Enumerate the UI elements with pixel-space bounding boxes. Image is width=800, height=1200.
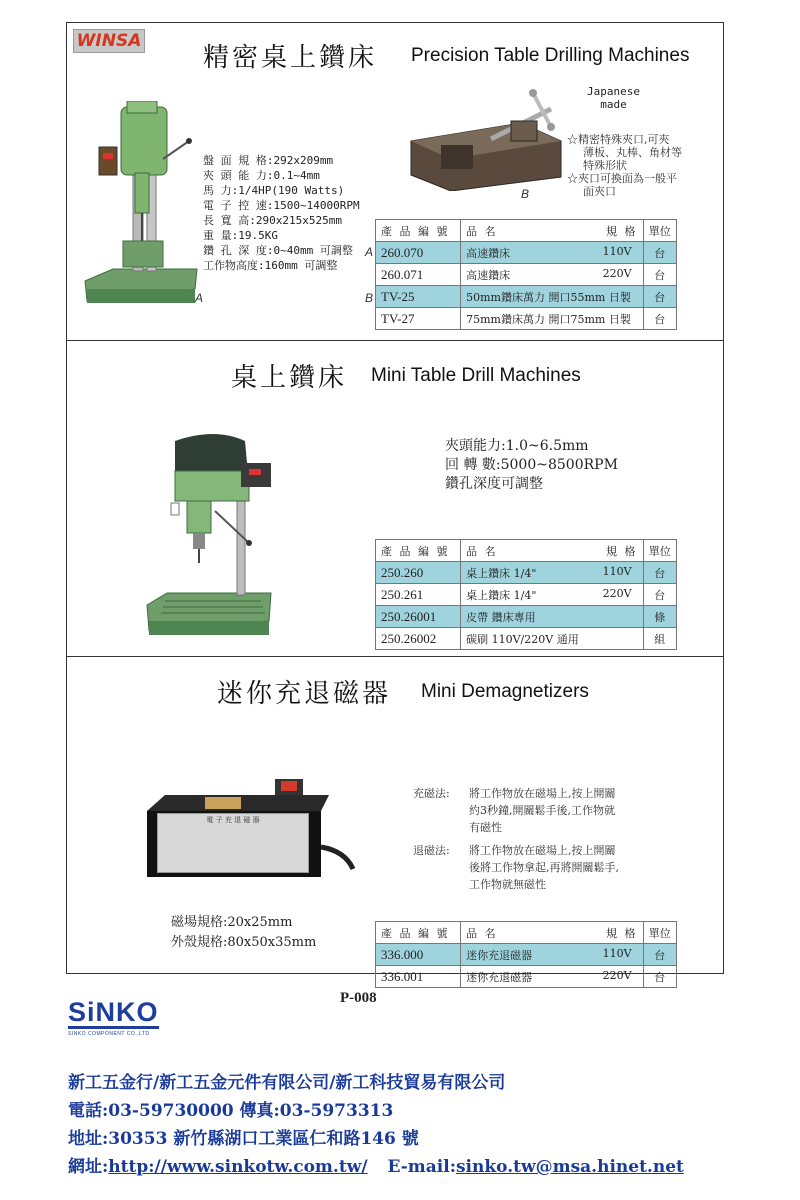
table-row: [376, 286, 677, 308]
japanese-made-note: [587, 85, 640, 111]
cell-code: 250.260: [376, 562, 461, 584]
cell-code: TV-27: [376, 308, 461, 330]
spec-line: 工作物高度:160mm 可調整: [203, 259, 338, 272]
note-line: 薄板、丸棒、角材等: [583, 146, 682, 159]
section3-product-table: [375, 921, 677, 988]
note-line: 特殊形狀: [583, 159, 627, 172]
col-unit: 單位: [643, 922, 676, 944]
section2-title-zh: 桌上鑽床: [231, 363, 348, 393]
demagnetizer-image: [145, 797, 329, 883]
footer-phone: 電話:03-59730000 傳真:03-5973313: [68, 1101, 394, 1121]
method-line: 有磁性: [469, 821, 502, 834]
spec-line: 夾頭能力:1.0~6.5mm: [445, 438, 589, 454]
table-row: [376, 966, 677, 988]
col-code: 產 品 編 號: [376, 922, 461, 944]
japanese-made-line: Japanese: [587, 85, 640, 98]
demagnetize-label: 退磁法:: [413, 844, 450, 857]
method-line: 將工作物放在磁場上,按上開關: [469, 844, 616, 857]
cell-unit: 台: [643, 966, 676, 988]
footer-web: [68, 1152, 684, 1177]
section-mini-drill: [67, 341, 723, 657]
cell-unit: 條: [643, 606, 676, 628]
magnetize-label: 充磁法:: [413, 787, 450, 800]
spec-line: 鑽孔深度可調整: [445, 476, 543, 492]
cell-name: 迷你充退磁器: [466, 970, 533, 984]
section3-title-en: Mini Demagnetizers: [421, 681, 589, 702]
cell-unit: 台: [643, 944, 676, 966]
table-row: [376, 562, 677, 584]
cell-code: 250.261: [376, 584, 461, 606]
col-spec: 規 格: [542, 220, 643, 242]
section1-title-en: Precision Table Drilling Machines: [411, 45, 690, 66]
page-number: P-008: [340, 990, 377, 1006]
cell-name: 高速鑽床: [466, 268, 511, 282]
catalog-page: [66, 22, 724, 984]
section1-product-table: [375, 219, 677, 330]
mini-drill-image: [145, 431, 281, 645]
section1-specs: [203, 153, 360, 273]
note-line: 面夾口: [583, 185, 616, 198]
magnetize-method: [413, 785, 619, 893]
cell-spec: 110V: [602, 564, 632, 578]
cell-code: 250.26001: [376, 606, 461, 628]
col-name: 品 名: [461, 540, 542, 562]
cell-unit: 台: [643, 242, 676, 264]
table-row: [376, 308, 677, 330]
section3-specs: [171, 913, 316, 953]
drill-vise-image: [401, 83, 571, 191]
cell-spec: 110V: [602, 244, 632, 258]
sinko-subtitle: SINKO COMPONENT CO.,LTD: [68, 1031, 150, 1037]
cell-name: 桌上鑽床 1/4": [466, 588, 537, 602]
table-header-row: [376, 922, 677, 944]
device-label: 電 子 充 退 磁 器: [206, 816, 260, 824]
section2-product-table: [375, 539, 677, 650]
cell-code: 250.26002: [376, 628, 461, 650]
cell-unit: 台: [643, 286, 676, 308]
cell-name: 碳刷 110V/220V 通用: [461, 628, 643, 650]
cell-spec: 220V: [602, 586, 632, 600]
table-row: [376, 242, 677, 264]
section2-specs: [445, 437, 618, 494]
cell-code: 260.070: [376, 242, 461, 264]
cell-name: 迷你充退磁器: [466, 948, 533, 962]
table-row: [376, 628, 677, 650]
cell-name: 75mm鑽床萬力 開口75mm 日製: [461, 308, 643, 330]
cell-code: 260.071: [376, 264, 461, 286]
col-unit: 單位: [643, 220, 676, 242]
spec-line: 鑽 孔 深 度:0~40mm 可調整: [203, 244, 353, 257]
table-row: [376, 944, 677, 966]
japanese-made-line: made: [600, 98, 627, 111]
section-demagnetizer: [67, 657, 723, 984]
cell-unit: 台: [643, 562, 676, 584]
footer-address: 地址:30353 新竹縣湖口工業區仁和路146 號: [68, 1129, 419, 1149]
col-spec: 規 格: [542, 540, 643, 562]
spec-line: 外殼規格:80x50x35mm: [171, 935, 317, 950]
spec-line: 長 寬 高:290x215x525mm: [203, 214, 342, 227]
section1-title-zh: 精密桌上鑽床: [203, 43, 378, 73]
spec-line: 回 轉 數:5000~8500RPM: [445, 457, 618, 473]
table-header-row: [376, 220, 677, 242]
cell-code: 336.000: [376, 944, 461, 966]
cell-name: 高速鑽床: [466, 246, 511, 260]
note-line: ☆精密特殊夾口,可夾: [567, 133, 670, 146]
col-unit: 單位: [643, 540, 676, 562]
spec-line: 電 子 控 速:1500~14000RPM: [203, 199, 360, 212]
cell-unit: 組: [643, 628, 676, 650]
spec-line: 磁場規格:20x25mm: [171, 915, 293, 930]
image-label-b: B: [521, 187, 530, 201]
cell-unit: 台: [643, 584, 676, 606]
cell-spec: 110V: [602, 946, 632, 960]
cell-name: 桌上鑽床 1/4": [466, 566, 537, 580]
device-label-plate: [157, 813, 309, 873]
section3-title-zh: 迷你充退磁器: [217, 679, 392, 709]
table-row: [376, 264, 677, 286]
spec-line: 夾 頭 能 力:0.1~4mm: [203, 169, 320, 182]
method-line: 約3秒鐘,開關鬆手後,工作物就: [469, 804, 615, 817]
cell-spec: 220V: [602, 266, 632, 280]
method-line: 將工作物放在磁場上,按上開關: [469, 787, 616, 800]
col-code: 產 品 編 號: [376, 540, 461, 562]
cell-unit: 台: [643, 264, 676, 286]
col-name: 品 名: [461, 220, 542, 242]
spec-line: 盤 面 規 格:292x209mm: [203, 154, 334, 167]
footer-company: 新工五金行/新工五金元件有限公司/新工科技貿易有限公司: [68, 1073, 506, 1093]
sinko-logo: [68, 998, 159, 1037]
section1-notes: [567, 133, 682, 198]
col-spec: 規 格: [542, 922, 643, 944]
winsa-logo: WINSA: [73, 29, 145, 53]
cell-code: TV-25: [376, 286, 461, 308]
cell-spec: 220V: [602, 968, 632, 982]
method-line: 工作物就無磁性: [469, 878, 546, 891]
spec-line: 重 量:19.5KG: [203, 229, 278, 242]
row-marker-b: B: [365, 291, 374, 305]
email-link[interactable]: sinko.tw@msa.hinet.net: [455, 1157, 684, 1177]
cell-unit: 台: [643, 308, 676, 330]
row-marker-a: A: [365, 245, 374, 259]
note-line: ☆夾口可換面為一般平: [567, 172, 677, 185]
image-label-a: A: [195, 291, 204, 305]
cell-name: 50mm鑽床萬力 開口55mm 日製: [461, 286, 643, 308]
web-label: 網址:: [68, 1157, 109, 1177]
sinko-wordmark: SiNKO: [68, 997, 159, 1027]
spec-line: 馬 力:1/4HP(190 Watts): [203, 184, 345, 197]
cell-code: 336.001: [376, 966, 461, 988]
table-row: [376, 584, 677, 606]
method-line: 後將工作物拿起,再將開關鬆手,: [469, 861, 619, 874]
section2-title-en: Mini Table Drill Machines: [371, 365, 581, 386]
col-name: 品 名: [461, 922, 542, 944]
section-precision-drill: [67, 23, 723, 341]
cell-name: 皮帶 鑽床專用: [461, 606, 643, 628]
email-label: E-mail:: [387, 1157, 456, 1177]
website-link[interactable]: http://www.sinkotw.com.tw/: [108, 1157, 368, 1177]
table-row: [376, 606, 677, 628]
table-header-row: [376, 540, 677, 562]
col-code: 產 品 編 號: [376, 220, 461, 242]
precision-drill-image: [77, 101, 205, 307]
